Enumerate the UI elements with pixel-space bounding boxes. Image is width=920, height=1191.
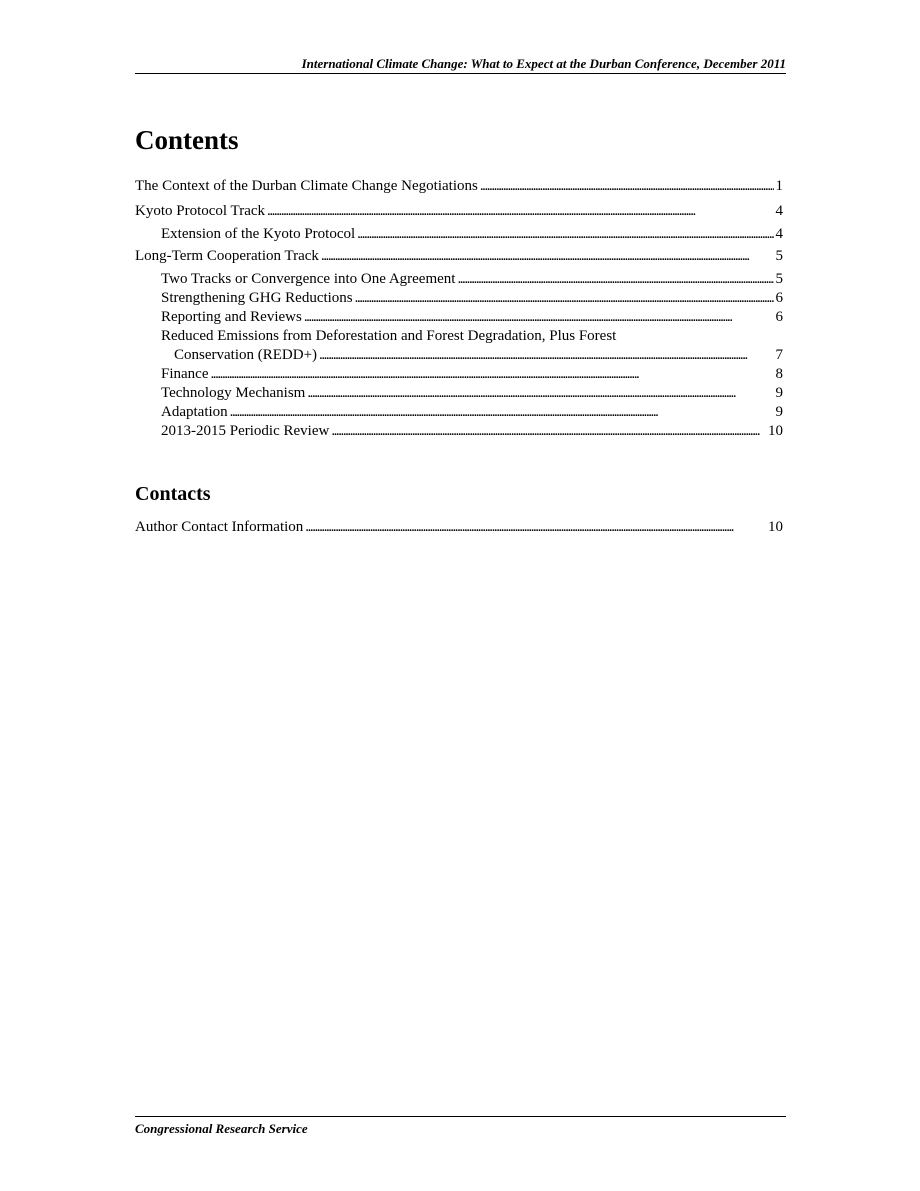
toc-entry-title: Kyoto Protocol Track: [135, 203, 266, 219]
toc-entry-title: Finance: [161, 366, 209, 382]
toc-entry-title: Reporting and Reviews: [161, 309, 302, 325]
toc-subentry[interactable]: [161, 270, 783, 289]
toc-entry-page: 1: [775, 178, 783, 194]
dot-leader: [480, 177, 774, 196]
dot-leader: [307, 384, 773, 403]
dot-leader: [304, 308, 774, 327]
toc-entry-title: Adaptation: [161, 404, 228, 420]
toc-entry-title: Conservation (REDD+): [174, 347, 318, 363]
toc-entry-page: 6: [775, 290, 783, 306]
dot-leader: [321, 247, 774, 266]
dot-leader: [355, 289, 774, 308]
toc-entry-title: 2013-2015 Periodic Review: [161, 423, 330, 439]
dot-leader: [331, 422, 766, 441]
toc-entry[interactable]: [135, 518, 783, 537]
toc-entry-title: Two Tracks or Convergence into One Agreement: [161, 271, 456, 287]
toc-entry[interactable]: [135, 177, 783, 196]
toc-entry-page: 6: [775, 309, 783, 325]
dot-leader: [305, 518, 766, 537]
toc-entry-page: 8: [775, 366, 783, 382]
toc-entry[interactable]: [135, 247, 783, 266]
toc-subentry[interactable]: [161, 422, 783, 441]
toc-entry-page: 10: [768, 519, 783, 535]
toc-entry-title: The Context of the Durban Climate Change Negotiations: [135, 178, 478, 194]
dot-leader: [230, 403, 774, 422]
running-header: International Climate Change: What to Expect at the Durban Conference, December 2011: [135, 56, 786, 74]
toc-entry-page: 9: [775, 385, 783, 401]
toc-entry-page: 4: [775, 226, 783, 242]
toc-entry-title: Strengthening GHG Reductions: [161, 290, 353, 306]
dot-leader: [457, 270, 773, 289]
toc-entry-page: 7: [775, 347, 783, 363]
running-footer: Congressional Research Service: [135, 1116, 786, 1137]
toc-subentry-title-line1[interactable]: Reduced Emissions from Deforestation and Forest Degradation, Plus Forest: [161, 328, 617, 344]
toc-subentry[interactable]: [161, 346, 783, 365]
toc-entry-title: Technology Mechanism: [161, 385, 306, 401]
toc-subentry[interactable]: [161, 365, 783, 384]
toc-subentry[interactable]: [161, 308, 783, 327]
toc-subentry[interactable]: [161, 403, 783, 422]
contacts-heading: Contacts: [135, 483, 211, 505]
toc-entry-page: 5: [775, 271, 783, 287]
dot-leader: [267, 202, 773, 221]
toc-subentry[interactable]: [161, 384, 783, 403]
dot-leader: [319, 346, 773, 365]
dot-leader: [210, 365, 773, 384]
toc-entry[interactable]: [135, 202, 783, 221]
toc-entry-title: Long-Term Cooperation Track: [135, 248, 319, 264]
toc-entry-title: Extension of the Kyoto Protocol: [161, 226, 356, 242]
contents-heading: Contents: [135, 125, 239, 155]
dot-leader: [357, 225, 773, 244]
toc-subentry[interactable]: [161, 289, 783, 308]
toc-subentry[interactable]: [161, 225, 783, 244]
toc-entry-page: 9: [775, 404, 783, 420]
toc-entry-page: 4: [775, 203, 783, 219]
toc-entry-title: Author Contact Information: [135, 519, 304, 535]
toc-entry-page: 5: [775, 248, 783, 264]
toc-entry-page: 10: [768, 423, 783, 439]
